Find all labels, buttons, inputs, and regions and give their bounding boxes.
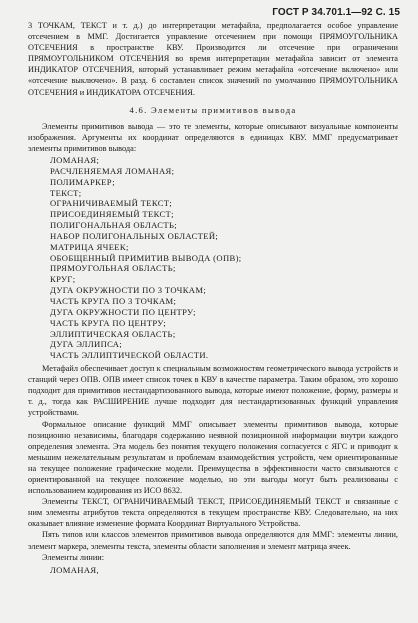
list-item: ЧАСТЬ КРУГА ПО ЦЕНТРУ;: [50, 317, 167, 328]
list-item: ЛОМАНАЯ;: [50, 155, 100, 166]
list-item: ПРИСОЕДИНЯЕМЫЙ ТЕКСТ;: [50, 209, 174, 220]
list-item: НАБОР ПОЛИГОНАЛЬНЫХ ОБЛАСТЕЙ;: [50, 230, 219, 241]
page-header: ГОСТ Р 34.701.1—92 С. 15: [272, 7, 400, 18]
list-item: ЧАСТЬ ЭЛЛИПТИЧЕСКОЙ ОБЛАСТИ.: [50, 350, 209, 361]
section-title: 4.6. Элементы примитивов вывода: [129, 104, 297, 115]
paragraph: Элементы ТЕКСТ, ОГРАНИЧИВАЕМЫЙ ТЕКСТ, ПРИСОЕДИНЯЕМЫЙ ТЕКСТ и связанные с ним элементы атрибутов текста определяются в текущем пространстве КВУ. Следовательно, на них оказывает влияние изменение формата Координат Виртуального Устройства.: [28, 497, 398, 529]
list-item: МАТРИЦА ЯЧЕЕК;: [50, 241, 129, 252]
list-item: ПОЛИГОНАЛЬНАЯ ОБЛАСТЬ;: [50, 220, 177, 231]
list-item: РАСЧЛЕНЯЕМАЯ ЛОМАНАЯ;: [50, 165, 175, 176]
list-item: ЧАСТЬ КРУГА ПО 3 ТОЧКАМ;: [50, 296, 177, 306]
paragraph: 3 ТОЧКАМ, ТЕКСТ и т. д.) до интерпретации метафайла, предполагается особое управление отсечением в ММГ. Достигается управление отсечением при помощи ПРЯМОУГОЛЬНИКА ОТСЕЧЕНИЯ в пространстве КВУ. Производится ли отсечение при ограничении ПРЯМОУГОЛЬНИКОМ ОТСЕЧЕНИЯ во время интерпретации метафайла зависит от элемента ИНДИКАТОР ОТСЕЧЕНИЯ, который устанавливает режим метафайла «отсечение включено» или «отсечение выключено». В разд. 6 составлен список значений по умолчанию ПРЯМОУГОЛЬНИКА ОТСЕЧЕНИЯ и ИНДИКАТОРА ОТСЕЧЕНИЯ.: [28, 21, 398, 97]
list-item: ЛОМАНАЯ,: [50, 564, 99, 575]
intro-paragraph: Элементы примитивов вывода — это те элементы, которые описывают визуальные компоненты изображения. Аргументы их координат определяются в единицах КВУ. ММГ предусматривает элементы примитивов вывода:: [28, 121, 398, 153]
paragraph: Метафайл обеспечивает доступ к специальным возможностям геометрического вывода устройств и станций через ОПВ. ОПВ имеет список точек в КВУ в качестве параметра. Таким образом, это хорошо подходит для примитивов нестандартизованного вывода, которые имеют положение, форму, размеры и т. д., тогда как РАСШИРЕНИЕ лучше подходит для нестандартизованных функций управления устройствами.: [28, 364, 398, 418]
list-item: КРУГ;: [50, 274, 76, 285]
page-body: [28, 20, 398, 576]
list-item: ОБОБЩЕННЫЙ ПРИМИТИВ ВЫВОДА (ОПВ);: [50, 252, 242, 263]
primitives-list: [28, 155, 398, 361]
paragraph: Пять типов или классов элементов примитивов вывода определяются для ММГ: элементы линии, элемент маркера, элементы текста, элементы области заполнения и элемент матрица ячеек.: [28, 530, 398, 551]
list-item: ДУГА ОКРУЖНОСТИ ПО 3 ТОЧКАМ;: [50, 285, 207, 296]
list-item: ТЕКСТ;: [50, 187, 82, 198]
list-item: ДУГА ОКРУЖНОСТИ ПО ЦЕНТРУ;: [50, 306, 196, 317]
list-item: ПОЛИМАРКЕР;: [50, 176, 115, 187]
paragraph: Элементы линии:: [42, 552, 105, 562]
list-item: ПРЯМОУГОЛЬНАЯ ОБЛАСТЬ;: [50, 263, 176, 274]
list-item: ОГРАНИЧИВАЕМЫЙ ТЕКСТ;: [50, 198, 173, 209]
list-item: ДУГА ЭЛЛИПСА;: [50, 339, 123, 350]
paragraph: Формальное описание функций ММГ описывает элементы примитивов вывода, которые позиционно независимы, благодаря содержанию неявной позиционной информации внутри каждого определения элемента. Эта модель без понятия текущего положения согласуется с ЯГС и приводит к меньшим нежелательным результатам и проблемам взаимодействия устройств, чем ориентированные на текущее положение графические модели. Преимущества в эффективности часто связываются с ориентированной на текущее положение моделью, но эти выгоды могут быть реализованы с использованием кодирования из ИСО 8632.: [28, 419, 398, 496]
list-item: ЭЛЛИПТИЧЕСКАЯ ОБЛАСТЬ;: [50, 328, 176, 339]
